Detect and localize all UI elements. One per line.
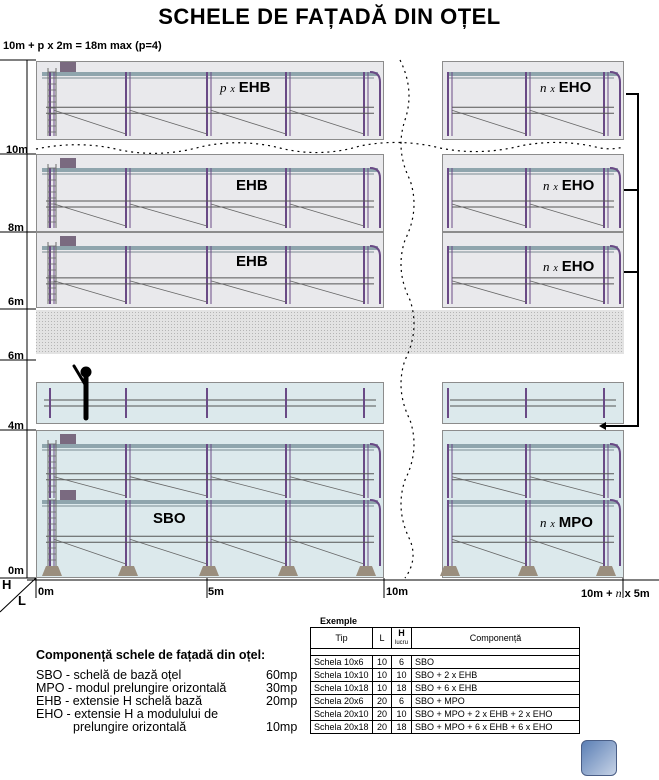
page-title: SCHELE DE FAȚADĂ DIN OȚEL bbox=[158, 4, 501, 29]
cell-tip: Schela 20x18 bbox=[311, 721, 373, 734]
deck-board bbox=[448, 444, 618, 448]
legend-item-mpo: MPO - modul prelungire orizontală 30mp bbox=[36, 681, 298, 695]
examples-table bbox=[310, 627, 580, 734]
table-row bbox=[311, 695, 580, 708]
tag-mid1-right: n x EHO bbox=[543, 177, 595, 194]
table-header-row bbox=[311, 628, 580, 649]
axis-h: H bbox=[2, 577, 12, 592]
deck-board bbox=[42, 168, 378, 172]
length-mark-10m: 10m bbox=[386, 586, 409, 598]
table-row bbox=[311, 669, 580, 682]
cell-comp: SBO + MPO + 2 x EHB + 2 x EHO bbox=[412, 708, 580, 721]
cell-tip: Schela 10x18 bbox=[311, 682, 373, 695]
tag-mid2-right: n x EHO bbox=[543, 258, 595, 275]
cell-tip: Schela 10x6 bbox=[311, 656, 373, 669]
toe-board bbox=[60, 490, 76, 500]
cell-comp: SBO + 2 x EHB bbox=[412, 669, 580, 682]
tag-mid2-left: EHB bbox=[236, 253, 268, 270]
toe-board bbox=[60, 158, 76, 168]
cell-tip: Schela 20x6 bbox=[311, 695, 373, 708]
length-mark-0m: 0m bbox=[38, 586, 54, 598]
axis-l: L bbox=[18, 593, 26, 608]
header-h: H lucru bbox=[392, 628, 412, 649]
deck-board bbox=[448, 168, 618, 172]
tag-top-left: p x EHB bbox=[220, 79, 271, 96]
base-plate bbox=[356, 566, 376, 576]
examples-table-wrap bbox=[310, 627, 580, 734]
cell-h: 10 bbox=[392, 669, 412, 682]
deck-board bbox=[42, 444, 378, 448]
cell-l: 10 bbox=[373, 669, 392, 682]
cell-l: 20 bbox=[373, 708, 392, 721]
legend-item-ehb: EHB - extensie H schelă bază 20mp bbox=[36, 694, 298, 708]
cell-h: 18 bbox=[392, 721, 412, 734]
legend-item-eho-cont: prelungire orizontală 10mp bbox=[73, 720, 298, 734]
cell-tip: Schela 20x10 bbox=[311, 708, 373, 721]
toe-board bbox=[60, 62, 76, 72]
cell-comp: SBO bbox=[412, 656, 580, 669]
tag-base-left: SBO bbox=[153, 510, 186, 527]
base-plate bbox=[199, 566, 219, 576]
examples-caption: Exemple bbox=[320, 616, 358, 626]
company-logo-icon bbox=[581, 740, 617, 776]
deck-board bbox=[42, 72, 378, 76]
table-row bbox=[311, 721, 580, 734]
table-row bbox=[311, 708, 580, 721]
height-gap-band bbox=[36, 310, 624, 354]
cell-comp: SBO + 6 x EHB bbox=[412, 682, 580, 695]
down-arrow-icon bbox=[599, 422, 606, 430]
cell-l: 10 bbox=[373, 656, 392, 669]
height-mark-8m: 8m bbox=[8, 222, 24, 234]
cell-h: 10 bbox=[392, 708, 412, 721]
tag-top-right: n x EHO bbox=[540, 79, 592, 96]
table-row bbox=[311, 682, 580, 695]
toe-board bbox=[60, 434, 76, 444]
cell-l: 10 bbox=[373, 682, 392, 695]
cell-h: 18 bbox=[392, 682, 412, 695]
height-mark-6m-a: 6m bbox=[8, 296, 24, 308]
length-formula: 10m + n x 5m bbox=[581, 586, 650, 600]
header-tip: Tip bbox=[311, 628, 373, 649]
height-mark-10m: 10m bbox=[6, 144, 29, 156]
cell-comp: SBO + MPO bbox=[412, 695, 580, 708]
base-plate bbox=[278, 566, 298, 576]
deck-board bbox=[448, 500, 618, 504]
base-plate bbox=[118, 566, 138, 576]
length-mark-5m: 5m bbox=[208, 586, 224, 598]
base-plate bbox=[440, 566, 460, 576]
cell-l: 20 bbox=[373, 695, 392, 708]
header-l: L bbox=[373, 628, 392, 649]
deck-board bbox=[448, 72, 618, 76]
cell-h: 6 bbox=[392, 656, 412, 669]
worker-figure-icon bbox=[74, 366, 91, 418]
deck-board bbox=[42, 246, 378, 250]
legend-title: Componență schele de fațadă din oțel: bbox=[36, 648, 266, 662]
tag-mid1-left: EHB bbox=[236, 177, 268, 194]
tag-base-right: n x MPO bbox=[540, 514, 593, 531]
base-plate bbox=[42, 566, 62, 576]
base-plate bbox=[518, 566, 538, 576]
cell-comp: SBO + MPO + 6 x EHB + 6 x EHO bbox=[412, 721, 580, 734]
legend-item-eho: EHO - extensie H a modulului de bbox=[36, 707, 219, 721]
cell-l: 20 bbox=[373, 721, 392, 734]
height-mark-6m-b: 6m bbox=[8, 350, 24, 362]
deck-board bbox=[42, 500, 378, 504]
base-plate bbox=[596, 566, 616, 576]
deck-board bbox=[448, 246, 618, 250]
height-formula: 10m + p x 2m = 18m max (p=4) bbox=[3, 40, 162, 52]
legend-item-sbo: SBO - schelă de bază oțel 60mp bbox=[36, 668, 298, 682]
height-mark-4m: 4m bbox=[8, 420, 24, 432]
header-comp: Componență bbox=[412, 628, 580, 649]
cell-h: 6 bbox=[392, 695, 412, 708]
toe-board bbox=[60, 236, 76, 246]
height-mark-0m: 0m bbox=[8, 565, 24, 577]
table-row bbox=[311, 656, 580, 669]
cell-tip: Schela 10x10 bbox=[311, 669, 373, 682]
